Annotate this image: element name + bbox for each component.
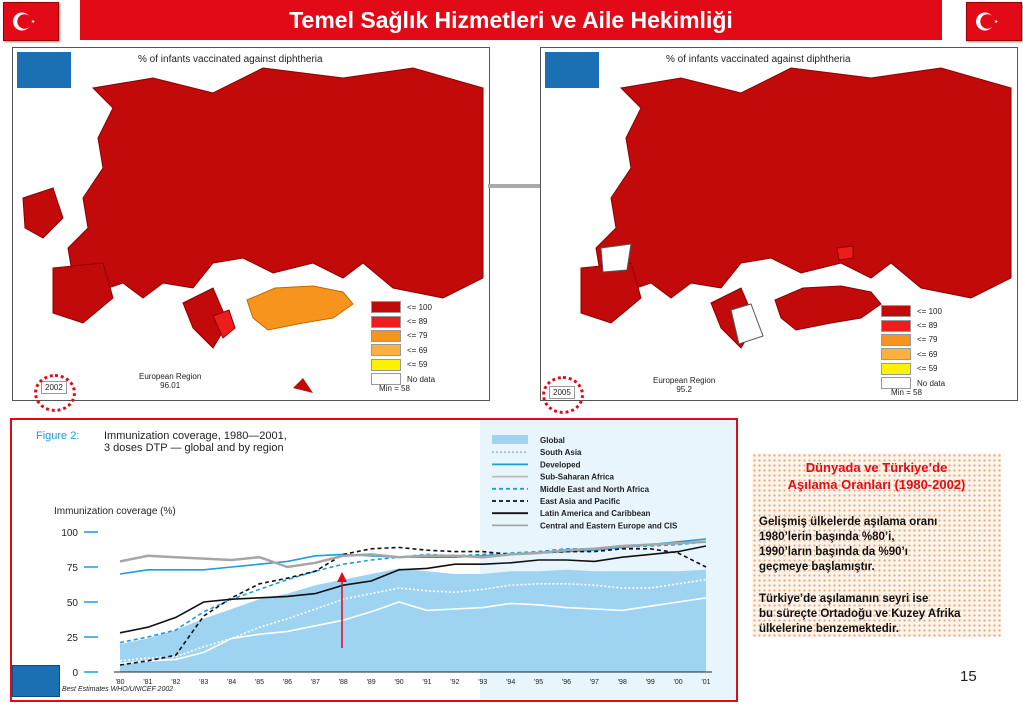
map-2002-panel <box>12 47 490 401</box>
x-tick-label: '83 <box>199 679 209 686</box>
x-tick-label: '82 <box>171 679 181 686</box>
flag-crescent-star-icon <box>4 3 58 40</box>
min-label: Min = 58 <box>891 388 922 397</box>
year-highlight-circle <box>542 376 584 414</box>
year-label: 2002 <box>41 381 67 394</box>
x-tick-label: '95 <box>534 679 544 686</box>
legend-item: <= 59 <box>881 362 945 376</box>
x-tick-label: '00 <box>673 679 683 686</box>
map-2005-panel <box>540 47 1018 401</box>
legend-item: <= 79 <box>371 329 435 343</box>
turkish-flag-right <box>966 2 1022 41</box>
x-tick-label: '94 <box>506 679 516 686</box>
turkish-flag-left <box>3 2 59 41</box>
x-tick-label: '89 <box>366 679 376 686</box>
figure-label: Figure 2: <box>36 430 80 442</box>
x-tick-label: '91 <box>422 679 432 686</box>
map-title: % of infants vaccinated against diphtheria <box>138 54 323 65</box>
legend-item: No data <box>881 376 945 390</box>
legend-swatch <box>492 435 528 444</box>
legend-item: <= 79 <box>881 333 945 347</box>
map-connector <box>488 184 542 188</box>
page-title: Temel Sağlık Hizmetleri ve Aile Hekimliği <box>80 0 942 40</box>
series-area-global <box>120 568 706 672</box>
chart-title: Immunization coverage, 1980—2001, <box>104 430 287 442</box>
summary-panel <box>752 453 1001 637</box>
legend-label: Middle East and North Africa <box>540 484 650 494</box>
who-logo-icon <box>17 52 71 88</box>
turkey-region <box>247 286 353 330</box>
x-tick-label: '92 <box>450 679 460 686</box>
x-tick-label: '98 <box>617 679 627 686</box>
summary-title: Dünyada ve Türkiye’de Aşılama Oranları (1980-2002) <box>787 460 966 492</box>
legend-item: <= 89 <box>371 314 435 328</box>
y-axis-label: Immunization coverage (%) <box>54 506 176 517</box>
legend-item: <= 69 <box>371 343 435 357</box>
map-legend <box>371 300 435 386</box>
x-tick-label: '84 <box>227 679 237 686</box>
turkey-region <box>775 286 881 330</box>
legend-label: East Asia and Pacific <box>540 497 621 506</box>
legend-label: Central and Eastern Europe and CIS <box>540 521 678 531</box>
x-tick-label: '87 <box>310 679 320 686</box>
x-tick-label: '80 <box>115 679 125 686</box>
summary-paragraph-1: Gelişmiş ülkelerde aşılama oranı 1980’lerin başında %80’i, 1990’ların başında da %90’ı geçmeye başlamıştır. <box>759 516 938 573</box>
immunization-chart <box>12 420 736 700</box>
immunization-chart-frame <box>10 418 738 702</box>
y-tick-label: 0 <box>72 668 78 679</box>
chart-subtitle: 3 doses DTP — global and by region <box>104 442 284 454</box>
x-tick-label: '01 <box>701 679 711 686</box>
highlight-arrow-head <box>337 572 347 582</box>
x-tick-label: '93 <box>478 679 488 686</box>
legend-item: <= 100 <box>371 300 435 314</box>
y-tick-label: 75 <box>66 563 78 574</box>
min-label: Min = 58 <box>379 384 410 393</box>
map-title: % of infants vaccinated against diphtheria <box>666 54 851 65</box>
x-tick-label: '96 <box>561 679 572 686</box>
x-tick-label: '81 <box>143 679 153 686</box>
legend-item: <= 89 <box>881 318 945 332</box>
europe-map-2005 <box>541 48 1017 400</box>
x-tick-label: '97 <box>589 679 599 686</box>
y-tick-label: 100 <box>61 528 78 539</box>
summary-paragraph-2: Türkiye’de aşılamanın seyri ise bu süreçte Ortadoğu ve Kuzey Afrika ülkelerine benzemektedir. <box>759 593 961 635</box>
legend-label: Latin America and Caribbean <box>540 509 651 519</box>
year-highlight-circle <box>34 374 76 412</box>
who-logo-icon <box>12 665 60 697</box>
legend-item: <= 100 <box>881 304 945 318</box>
map-legend <box>881 304 945 390</box>
x-tick-label: '88 <box>338 679 348 686</box>
legend-label: South Asia <box>540 448 582 458</box>
legend-item: <= 59 <box>371 358 435 372</box>
legend-label: Sub-Saharan Africa <box>540 472 614 482</box>
y-tick-label: 50 <box>66 598 78 609</box>
x-tick-label: '90 <box>394 679 404 686</box>
legend-item: No data <box>371 372 435 386</box>
x-tick-label: '85 <box>254 679 265 686</box>
region-label: European Region 95.2 <box>653 376 716 394</box>
x-tick-label: '99 <box>645 679 655 686</box>
y-tick-label: 25 <box>66 633 78 644</box>
x-tick-label: '86 <box>282 679 292 686</box>
legend-label: Developed <box>540 460 581 470</box>
who-logo-icon <box>545 52 599 88</box>
page-number: 15 <box>960 668 977 685</box>
legend-label: Global <box>540 436 565 445</box>
legend-item: <= 69 <box>881 347 945 361</box>
year-label: 2005 <box>549 386 575 399</box>
flag-crescent-star-icon <box>967 3 1021 40</box>
region-label: European Region 96.01 <box>139 372 202 390</box>
chart-source: Best Estimates WHO/UNICEF 2002 <box>62 686 174 693</box>
